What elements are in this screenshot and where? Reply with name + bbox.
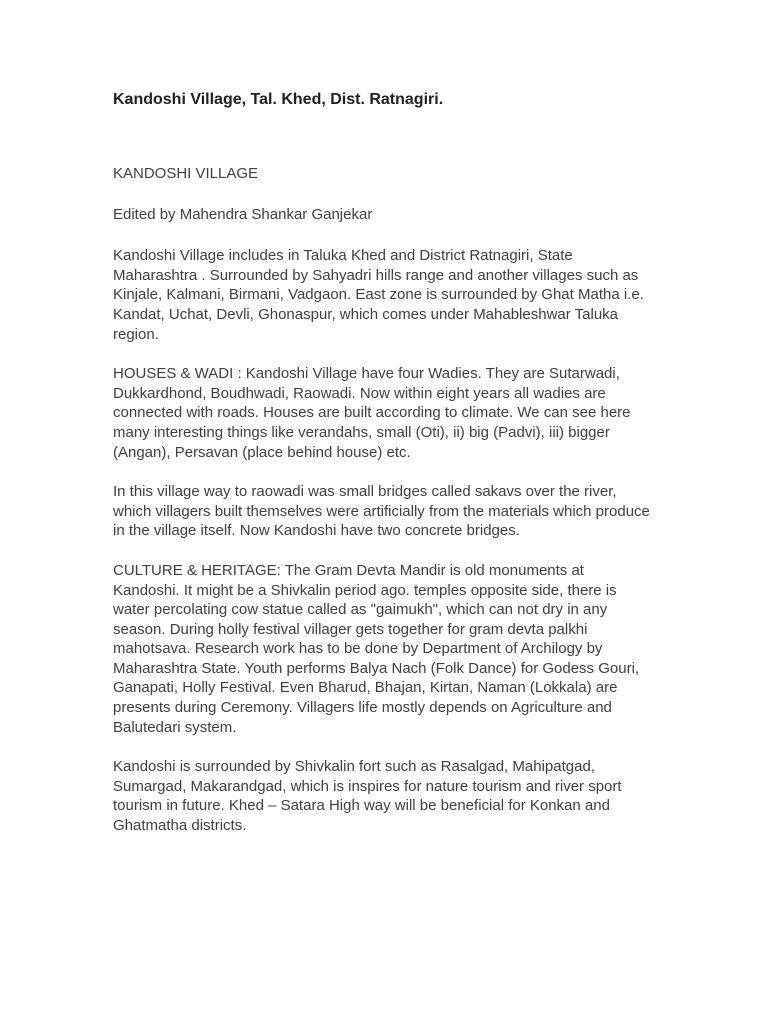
paragraph-bridges: In this village way to raowadi was small bridges called sakavs over the river, which villagers built themselves were artificially from the materials which produce in the village itself. Now Kandoshi have two concrete bridges.: [113, 483, 650, 540]
paragraph-houses-wadi: HOUSES & WADI : Kandoshi Village have four Wadies. They are Sutarwadi, Dukkardhond, Boudhwadi, Raowadi. Now within eight years all wadies are connected with roads. Houses are built according to climate. We can see here many interesting things like verandahs, small (Oti), ii) big (Padvi), iii) bigger (Angan), Persavan (place behind house) etc.: [113, 365, 631, 461]
editor-credit: Edited by Mahendra Shankar Ganjekar: [113, 205, 373, 223]
paragraph-culture-heritage: CULTURE & HERITAGE: The Gram Devta Mandir is old monuments at Kandoshi. It might be a Shivkalin period ago. temples opposite side, there is water percolating cow statue called as "gaimukh", which can not dry in any season. During holly festival villager gets together for gram devta palkhi mahotsava. Research work has to be done by Department of Archilogy by Maharashtra State. Youth performs Balya Nach (Folk Dance) for Godess Gouri, Ganapati, Holly Festival. Even Bharud, Bhajan, Kirtan, Naman (Lokkala) are presents during Ceremony. Villagers life mostly depends on Agriculture and Balutedari system.: [113, 561, 640, 736]
paragraph-intro: Kandoshi Village includes in Taluka Khed and District Ratnagiri, State Maharashtra . Surrounded by Sahyadri hills range and another villages such as Kinjale, Kalmani, Birmani, Vadgaon. East zone is surrounded by Ghat Matha i.e. Kandat, Uchat, Devli, Ghonaspur, which comes under Mahableshwar Taluka region.: [113, 247, 644, 343]
paragraph-forts-tourism: Kandoshi is surrounded by Shivkalin fort such as Rasalgad, Mahipatgad, Sumargad, Makarandgad, which is inspires for nature tourism and river sport tourism in future. Khed – Satara High way will be beneficial for Konkan and Ghatmatha districts.: [113, 758, 622, 835]
document-body: [113, 164, 653, 856]
document-title: Kandoshi Village, Tal. Khed, Dist. Ratnagiri.: [113, 91, 444, 108]
section-heading: KANDOSHI VILLAGE: [113, 165, 259, 182]
